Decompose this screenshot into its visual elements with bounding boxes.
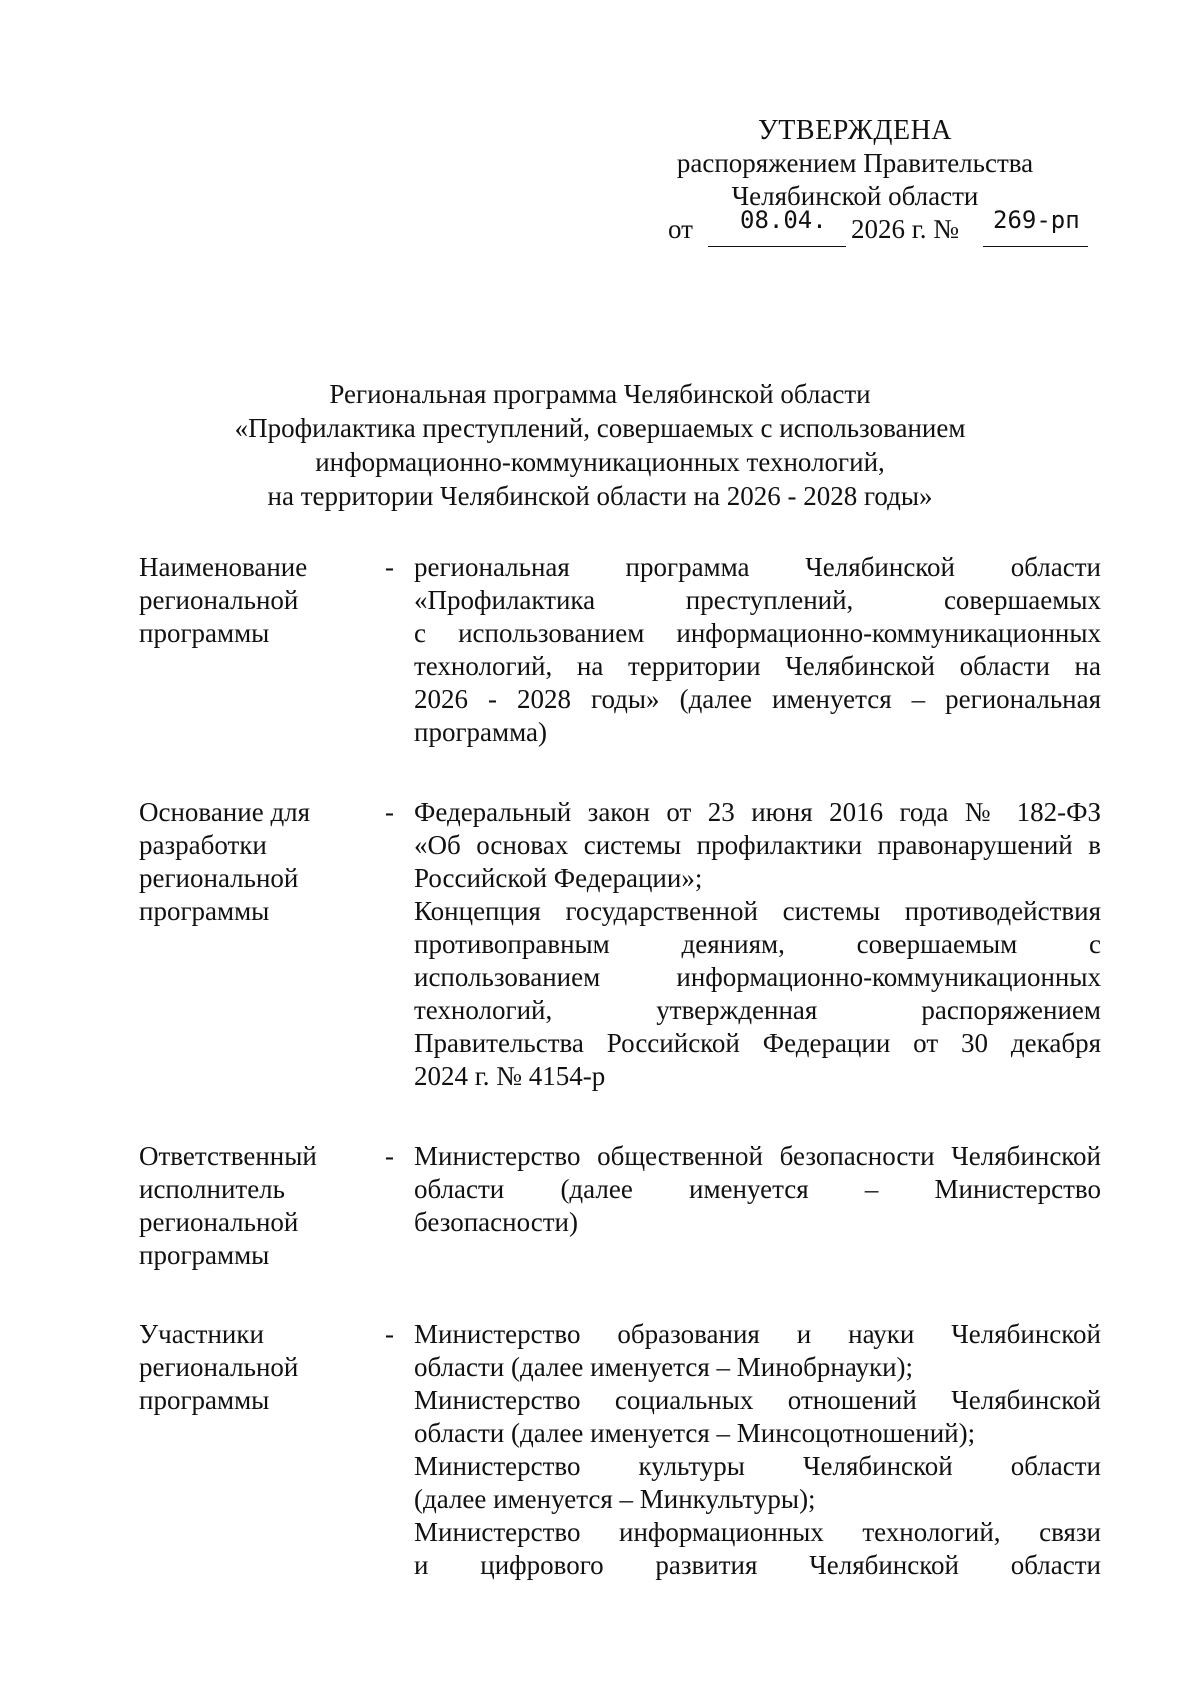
value-line: Федеральный закон от 23 июня 2016 года № 182-ФЗ xyxy=(414,797,1101,827)
value-line: использованием информационно-коммуникационных xyxy=(414,962,1101,992)
label-line: программы xyxy=(139,896,270,926)
value-line: Министерство образования и науки Челябинской xyxy=(414,1319,1101,1349)
heading-line-3: информационно-коммуникационных технологий, xyxy=(315,447,885,477)
row-label xyxy=(139,551,379,650)
value-line: Правительства Российской Федерации от 30 декабря xyxy=(414,1028,1101,1058)
approval-title: УТВЕРЖДЕНА xyxy=(757,115,953,146)
number-underline xyxy=(983,246,1088,247)
approval-date-line xyxy=(668,206,1088,246)
label-line: Наименование xyxy=(139,552,308,582)
value-line: области (далее именуется – Минобрнауки); xyxy=(414,1352,914,1382)
row-dash: - xyxy=(385,552,394,582)
value-line: области (далее именуется – Минсоцотношений); xyxy=(414,1418,976,1448)
value-line: противоправным деяниям, совершаемым с xyxy=(414,929,1101,959)
date-value: 08.04. xyxy=(740,206,827,234)
label-line: Основание для xyxy=(139,797,311,827)
row-value xyxy=(414,796,1101,1093)
year-number-label: 2026 г. № xyxy=(851,214,960,244)
row-dash: - xyxy=(385,1319,394,1349)
value-line: с использованием информационно-коммуникационных xyxy=(414,618,1101,648)
value-line: региональная программа Челябинской области xyxy=(414,552,1101,582)
row-dash: - xyxy=(385,1141,394,1171)
label-line: программы xyxy=(139,1385,270,1415)
number-value: 269-рп xyxy=(993,206,1080,234)
value-line: технологий, утвержденная распоряжением xyxy=(414,995,1101,1025)
value-line: «Об основах системы профилактики правонарушений в xyxy=(414,830,1101,860)
value-line: Министерство социальных отношений Челябинской xyxy=(414,1385,1101,1415)
value-line: Российской Федерации»; xyxy=(414,863,703,893)
label-line: региональной xyxy=(139,585,299,615)
heading-line-4: на территории Челябинской области на 2026 - 2028 годы» xyxy=(267,481,933,511)
label-line: Участники xyxy=(139,1319,264,1349)
heading-line-2: «Профилактика преступлений, совершаемых с использованием xyxy=(234,413,966,443)
value-line: Министерство культуры Челябинской области xyxy=(414,1451,1101,1481)
label-line: программы xyxy=(139,618,270,648)
date-underline xyxy=(708,246,846,247)
value-line: 2026 - 2028 годы» (далее именуется – региональная xyxy=(414,684,1101,714)
approval-block xyxy=(620,114,1090,213)
value-line: и цифрового развития Челябинской области xyxy=(414,1550,1101,1580)
approval-line-2: Челябинской области xyxy=(731,181,979,211)
label-line: региональной xyxy=(139,1352,299,1382)
row-value xyxy=(414,1318,1101,1582)
label-line: региональной xyxy=(139,863,299,893)
value-line: «Профилактика преступлений, совершаемых xyxy=(414,585,1101,615)
row-value xyxy=(414,551,1101,749)
row-label xyxy=(139,1140,379,1272)
value-line: Министерство общественной безопасности Челябинской xyxy=(414,1141,1101,1171)
row-dash: - xyxy=(385,797,394,827)
value-line: безопасности) xyxy=(414,1207,578,1237)
row-label xyxy=(139,1318,379,1417)
row-label xyxy=(139,796,379,928)
value-line: области (далее именуется – Министерство xyxy=(414,1174,1101,1204)
label-line: разработки xyxy=(139,830,267,860)
from-label: от xyxy=(668,214,693,244)
row-value xyxy=(414,1140,1101,1239)
value-line: программа) xyxy=(414,717,547,747)
value-line: 2024 г. № 4154-р xyxy=(414,1061,606,1091)
value-line: (далее именуется – Минкультуры); xyxy=(414,1484,816,1514)
heading-line-1: Региональная программа Челябинской области xyxy=(329,379,871,409)
label-line: исполнитель xyxy=(139,1174,285,1204)
program-heading xyxy=(150,377,1050,513)
value-line: технологий, на территории Челябинской области на xyxy=(414,651,1101,681)
approval-line-1: распоряжением Правительства xyxy=(676,148,1034,178)
label-line: программы xyxy=(139,1240,270,1270)
label-line: региональной xyxy=(139,1207,299,1237)
value-line: Концепция государственной системы противодействия xyxy=(414,896,1101,926)
value-line: Министерство информационных технологий, связи xyxy=(414,1517,1101,1547)
label-line: Ответственный xyxy=(139,1141,317,1171)
